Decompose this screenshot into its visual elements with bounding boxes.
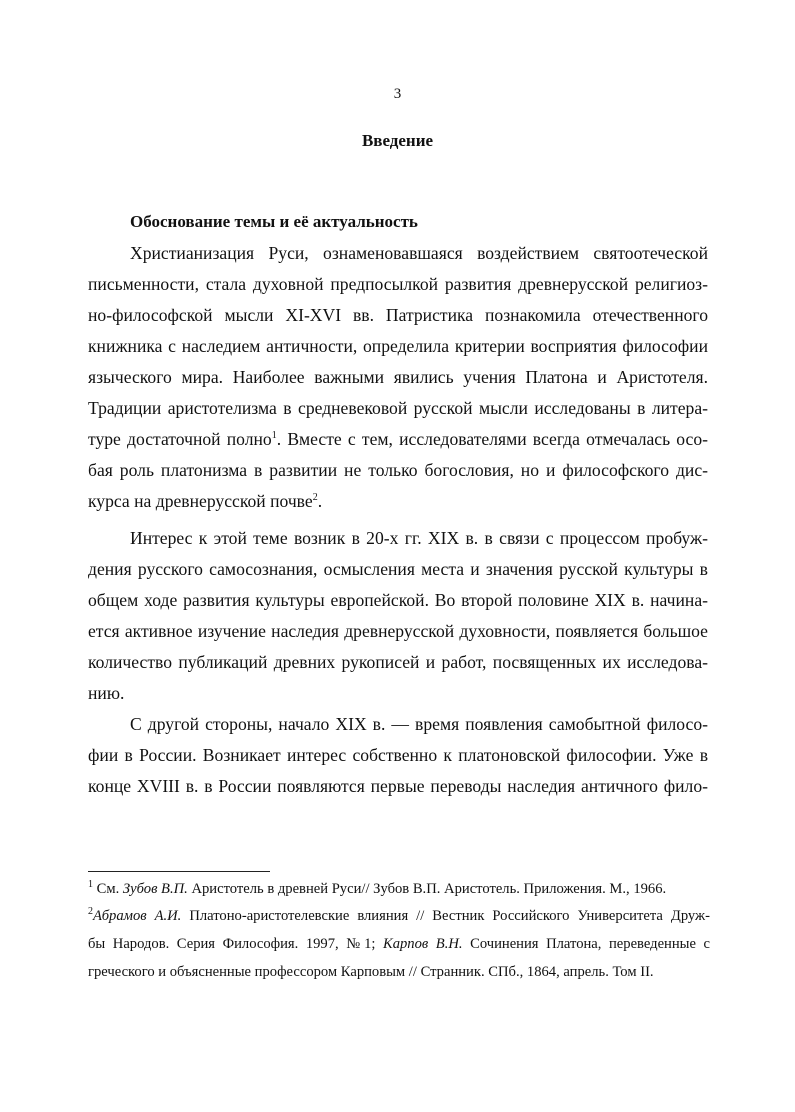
footnote-text: бы Народов. Серия Философия. 1997, №1; [88, 936, 383, 952]
text-line: ется активное изучение наследия древнерусской духовности, появляется большое [88, 621, 708, 641]
text-line: С другой стороны, начало XIX в. — время появления самобытной филосо- [130, 714, 708, 734]
footnote-ref-1[interactable]: 1 [271, 430, 277, 442]
text-segment: . [317, 491, 323, 511]
text-line: письменности, стала духовной предпосылкой развития древнерусской религиоз- [88, 274, 708, 294]
footnote-text: Аристотель в древней Руси// Зубов В.П. Аристотель. Приложения. М., 1966. [187, 881, 667, 897]
text-segment: курса на древнерусской почве [88, 491, 313, 511]
text-line: но-философской мысли XI-XVI вв. Патристика познакомила отечественного [88, 305, 708, 325]
footnote-author: Карпов В.Н. [383, 936, 463, 952]
text-line: количество публикаций древних рукописей и работ, посвященных их исследова- [88, 652, 708, 672]
text-segment: . Вместе с тем, исследователями всегда отмечалась осо- [276, 429, 709, 449]
text-line: книжника с наследием античности, определила критерии восприятия философии [88, 336, 708, 356]
footnote-author: Абрамов А.И. [93, 908, 182, 924]
page-number: 3 [393, 86, 402, 102]
footnote-number: 1 [88, 879, 93, 891]
section-heading: Обоснование темы и её актуальность [130, 212, 418, 231]
footnote-1 [88, 880, 710, 898]
page-title: Введение [361, 131, 434, 150]
text-line [88, 491, 708, 511]
text-segment: туре достаточной полно [88, 429, 272, 449]
footnote-text: Платоно-аристотелевские влияния // Вестник Российского Университета Друж- [181, 908, 710, 924]
footnote-2 [88, 907, 710, 925]
text-line: дения русского самосознания, осмысления места и значения русской культуры в [88, 559, 708, 579]
text-line: языческого мира. Наиболее важными явились учения Платона и Аристотеля. [88, 367, 708, 387]
text-line: конце XVIII в. в России появляются первые переводы наследия античного фило- [88, 776, 708, 796]
footnote-text: См. [93, 881, 123, 897]
text-line: Традиции аристотелизма в средневековой русской мысли исследованы в литера- [88, 398, 708, 418]
text-line: фии в России. Возникает интерес собственно к платоновской философии. Уже в [88, 745, 708, 765]
footnote-2-line-2 [88, 935, 710, 953]
text-line: Христианизация Руси, ознаменовавшаяся воздействием святоотеческой [130, 243, 708, 263]
footnote-author: Зубов В.П. [122, 881, 188, 897]
text-line: Интерес к этой теме возник в 20-х гг. XIX в. в связи с процессом пробуж- [130, 528, 708, 548]
text-line: нию. [88, 683, 125, 703]
footnote-text: Сочинения Платона, переведенные с [462, 936, 710, 952]
footnote-ref-2[interactable]: 2 [312, 492, 318, 504]
footnote-2-line-3: греческого и объясненные профессором Карповым // Странник. СПб., 1864, апрель. Том II. [88, 964, 654, 980]
text-line: бая роль платонизма в развитии не только богословия, но и философского дис- [88, 460, 708, 480]
text-line: общем ходе развития культуры европейской. Во второй половине XIX в. начина- [88, 590, 708, 610]
footnote-divider [88, 871, 270, 872]
footnote-number: 2 [88, 906, 93, 918]
text-line [88, 429, 708, 449]
